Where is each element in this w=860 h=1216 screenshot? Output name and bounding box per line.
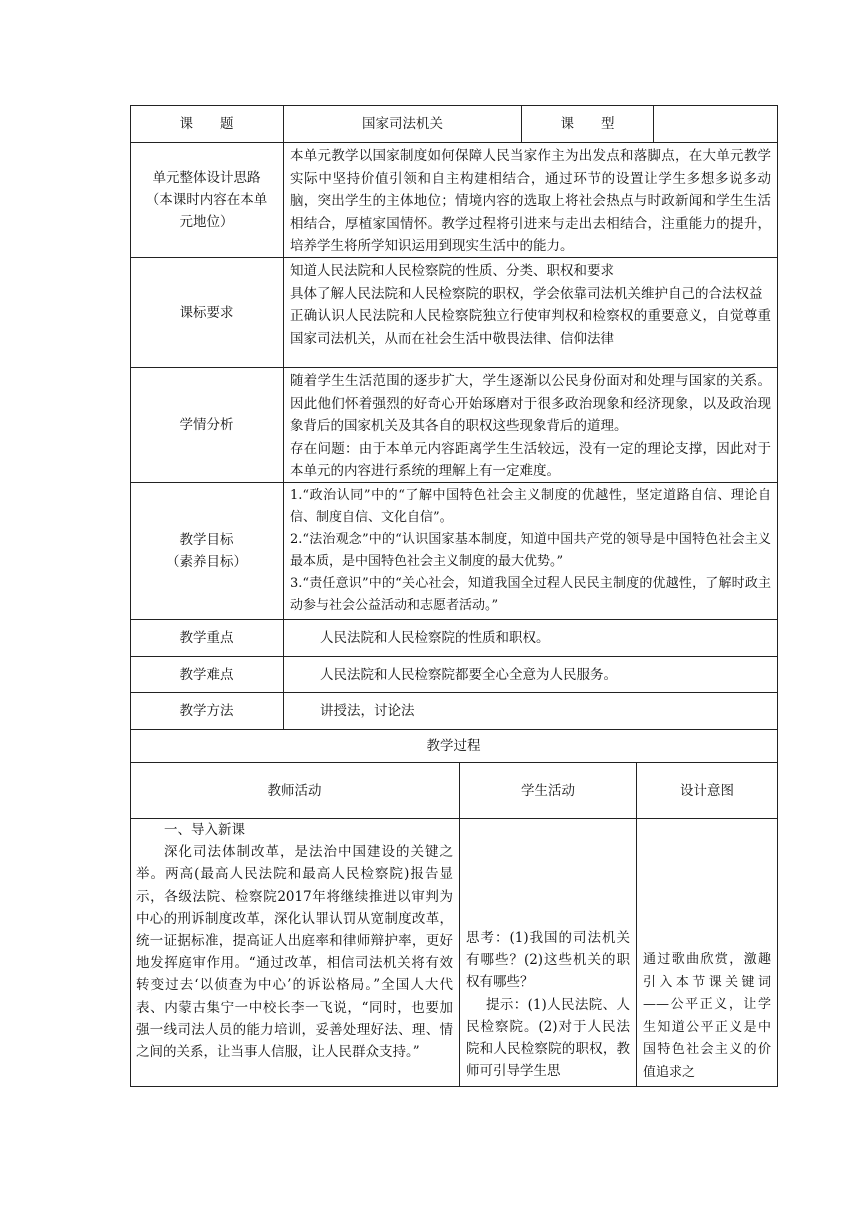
curriculum-text	[284, 258, 778, 368]
curriculum-line: 知道人民法院和人民检察院的性质、分类、职权和要求	[290, 263, 614, 279]
learner-line: 存在问题：由于本单元内容距离学生生活较远，没有一定的理论支撑，因此对于本单元的内容进行系统的理解上有一定难度。	[290, 440, 771, 479]
learner-label: 学情分析	[130, 368, 284, 483]
design-intent-text: 通过歌曲欣赏，激趣引入本节课关键词——公平正义，让学生知道公平正义是中国特色社会主义的价值追求之	[643, 952, 771, 1080]
topic-label: 课 题	[130, 105, 284, 143]
unit-design-label-line: 元地位）	[179, 214, 234, 230]
learner-text	[284, 368, 778, 483]
process-title: 教学过程	[130, 730, 778, 763]
teacher-activity-text: 深化司法体制改革，是法治中国建设的关键之举。两高(最高人民法院和最高人民检察院)报告显示，各级法院、检察院2017年将继续推进以审判为中心的刑诉制度改革，深化认罪认罚从宽制度改革，统一证据标准，提高证人出庭率和律师辩护率，更好地发挥庭审作用。“通过改革，相信司法机关将有效转变过去‘以侦查为中心’的诉讼格局。”全国人大代表、内蒙古集宁一中校长李一飞说，“同时，也要加强一线司法人员的能力培训，妥善处理好法、理、情之间的关系，让当事人信服，让人民群众支持。”	[136, 844, 453, 1061]
learner-line: 随着学生生活范围的逐步扩大，学生逐渐以公民身份面对和处理与国家的关系。因此他们怀着强烈的好奇心开始琢磨对于很多政治现象和经济现象，以及政治现象背后的国家机关及其各自的职权这些现象背后的道理。	[290, 373, 771, 434]
curriculum-line: 具体了解人民法院和人民检察院的职权，学会依靠司法机关维护自己的合法权益	[290, 285, 763, 302]
unit-design-label-line: （本课时内容在本单	[145, 192, 268, 208]
goals-line: 2.“法治观念”中的“认识国家基本制度，知道中国共产党的领导是中国特色社会主义最本质，是中国特色社会主义制度的最大优势。”	[290, 532, 771, 569]
curriculum-label: 课标要求	[130, 258, 284, 368]
teacher-section-heading: 一、导入新课	[164, 822, 245, 838]
unit-design-text	[284, 143, 778, 258]
design-intent-header: 设计意图	[637, 763, 778, 819]
teacher-activity-cell	[130, 819, 460, 1087]
method-text: 讲授法，讨论法	[284, 693, 778, 730]
goals-label-line: 教学目标	[179, 532, 234, 548]
key-point-label: 教学重点	[130, 620, 284, 657]
teacher-activity-header: 教师活动	[130, 763, 460, 819]
student-think-text: 思考：(1)我国的司法机关有哪些？(2)这些机关的职权有哪些？	[466, 930, 630, 991]
student-activity-cell	[460, 819, 637, 1087]
goals-text	[284, 483, 778, 620]
type-value	[654, 105, 778, 143]
unit-design-label	[130, 143, 284, 258]
method-label: 教学方法	[130, 693, 284, 730]
difficulty-label: 教学难点	[130, 657, 284, 693]
goals-label-line: （素养目标）	[166, 554, 247, 570]
student-hint-text: 提示：(1)人民法院、人民检察院。(2)对于人民法院和人民检察院的职权，教师可引导学生思	[466, 996, 630, 1080]
unit-design-label-line: 单元整体设计思路	[152, 170, 261, 186]
unit-design-paragraph: 本单元教学以国家制度如何保障人民当家作主为出发点和落脚点，在大单元教学实际中坚持价值引领和自主构建相结合，通过环节的设置让学生多想多说多动脑，突出学生的主体地位；情境内容的选取上将社会热点与时政新闻和学生生活相结合，厚植家国情怀。教学过程将引进来与走出去相结合，注重能力的提升，培养学生将所学知识运用到现实生活中的能力。	[290, 148, 771, 254]
goals-label	[130, 483, 284, 620]
goals-line: 1.“政治认同”中的“了解中国特色社会主义制度的优越性，坚定道路自信、理论自信、制度自信、文化自信”。	[290, 488, 771, 525]
topic-value: 国家司法机关	[284, 105, 522, 143]
difficulty-text: 人民法院和人民检察院都要全心全意为人民服务。	[284, 657, 778, 693]
curriculum-line: 正确认识人民法院和人民检察院独立行使审判权和检察权的重要意义，自觉尊重国家司法机关，从而在社会生活中敬畏法律、信仰法律	[290, 308, 771, 347]
goals-line: 3.“责任意识”中的“关心社会，知道我国全过程人民民主制度的优越性，了解时政主动参与社会公益活动和志愿者活动。”	[290, 576, 771, 613]
type-label: 课 型	[522, 105, 654, 143]
key-point-text: 人民法院和人民检察院的性质和职权。	[284, 620, 778, 657]
design-intent-cell	[637, 819, 778, 1087]
student-activity-header: 学生活动	[460, 763, 637, 819]
